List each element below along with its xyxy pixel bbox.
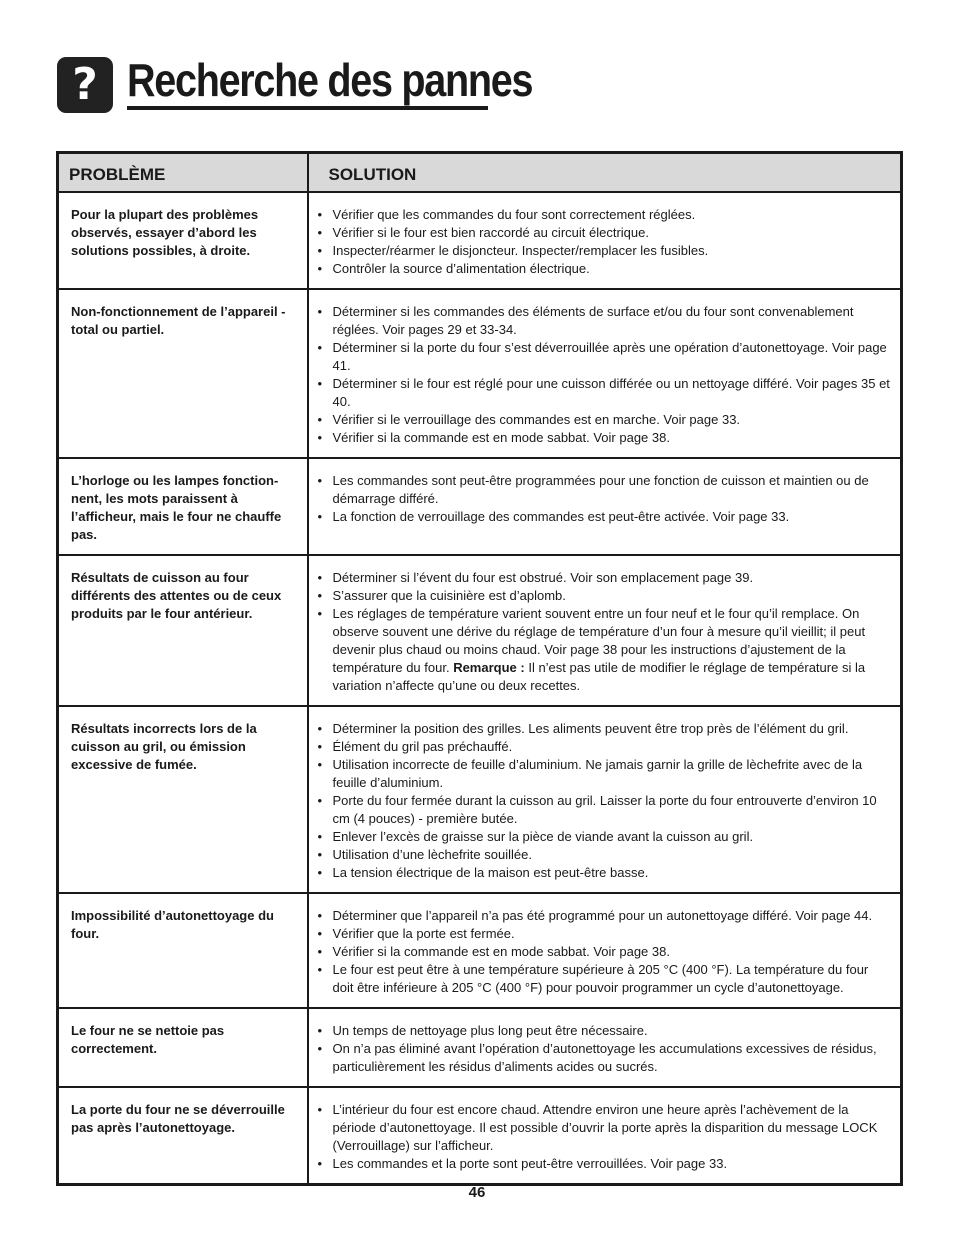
solution-item: • Vérifier que la porte est fermée.: [315, 925, 893, 943]
solution-item: • Déterminer si la porte du four s’est déverrouillée après une opération d’autonettoyage. Voir page 41.: [315, 339, 893, 375]
solution-item: • Les commandes et la porte sont peut-être verrouillées. Voir page 33.: [315, 1155, 893, 1173]
table-row: [58, 1008, 902, 1087]
solution-item: • L’intérieur du four est encore chaud. Attendre environ une heure après l’achèvement de la période d’autonettoyage. Il est possible d’ouvrir la porte après la disparition du message LOCK (Verrouillage) sur l’afficheur.: [315, 1101, 893, 1155]
solution-item: • Déterminer si les commandes des éléments de surface et/ou du four sont convenablement réglées. Voir pages 29 et 33-34.: [315, 303, 893, 339]
solution-item: • Déterminer que l’appareil n’a pas été programmé pour un autonettoyage différé. Voir page 44.: [315, 907, 893, 925]
solution-cell: [308, 289, 902, 458]
table-row: [58, 458, 902, 555]
problem-cell: La porte du four ne se déverrouille pas après l’autonettoyage.: [71, 1102, 285, 1135]
table-header-row: [58, 153, 902, 193]
solution-item: • La fonction de verrouillage des commandes est peut-être activée. Voir page 33.: [315, 508, 893, 526]
problem-cell: Impossibilité d’autonettoyage du four.: [58, 893, 308, 1008]
solution-item: • Élément du gril pas préchauffé.: [315, 738, 893, 756]
solution-cell: [308, 192, 902, 289]
solution-item: • Utilisation incorrecte de feuille d’aluminium. Ne jamais garnir la grille de lèchefrite avec de la feuille d’aluminium.: [315, 756, 893, 792]
solution-cell: [308, 555, 902, 706]
solution-item: • Contrôler la source d’alimentation électrique.: [315, 260, 893, 278]
table-row: [58, 555, 902, 706]
solution-cell: [308, 1008, 902, 1087]
solution-item: • Déterminer la position des grilles. Les aliments peuvent être trop près de l’élément du gril.: [315, 720, 893, 738]
table-row: [58, 192, 902, 289]
problem-cell: L’horloge ou les lampes fonction-nent, les mots paraissent à l’afficheur, mais le four ne chauffe pas.: [58, 458, 308, 555]
solution-item: • La tension électrique de la maison est peut-être basse.: [315, 864, 893, 882]
solution-item: • Enlever l’excès de graisse sur la pièce de viande avant la cuisson au gril.: [315, 828, 893, 846]
solution-item: • On n’a pas éliminé avant l’opération d’autonettoyage les accumulations excessives de résidus, particulièrement les résidus d’aliments acides ou sucrés.: [315, 1040, 893, 1076]
page-title: Recherche des pannes: [127, 54, 533, 106]
problem-cell: Résultats incorrects lors de la cuisson au gril, ou émission excessive de fumée.: [58, 706, 308, 893]
table-row: [58, 893, 902, 1008]
solution-item: • Le four est peut être à une température supérieure à 205 °C (400 °F). La température du four doit être inférieure à 205 °C (400 °F) pour pouvoir programmer un cycle d’autonettoyage.: [315, 961, 893, 997]
table-row: [58, 706, 902, 893]
solution-text: Les réglages de température varient souvent entre un four neuf et le four qu’il remplace. On observe souvent une dérive du réglage de température d’un four à mesure qu’il vieillit; il peut devenir plus chaud ou moins chaud. Voir page 38 pour les instructions d’ajustement de la température du four.: [332, 606, 866, 675]
table-row: [58, 1087, 902, 1185]
problem-cell: Non-fonctionnement de l’appareil - total ou partiel.: [58, 289, 308, 458]
solution-item: • Déterminer si l’évent du four est obstrué. Voir son emplacement page 39.: [315, 569, 893, 587]
problem-cell: Résultats de cuisson au four différents des attentes ou de ceux produits par le four antérieur.: [58, 555, 308, 706]
solution-item: [315, 605, 893, 695]
problem-cell: Le four ne se nettoie pas correctement.: [58, 1008, 308, 1087]
troubleshooting-table: [56, 151, 903, 1186]
solution-column-header: SOLUTION: [308, 153, 902, 193]
solution-item: • Vérifier si la commande est en mode sabbat. Voir page 38.: [315, 429, 893, 447]
solution-text: Il n’est pas utile de modifier le réglage de température si la variation n’affecte qu’une ou deux recettes.: [332, 660, 866, 693]
solution-item: • Déterminer si le four est réglé pour une cuisson différée ou un nettoyage différé. Voir pages 35 et 40.: [315, 375, 893, 411]
solution-item: • Les commandes sont peut-être programmées pour une fonction de cuisson et maintien ou de démarrage différé.: [315, 472, 893, 508]
remark-label: Remarque :: [453, 660, 525, 675]
solution-item: • Vérifier si le four est bien raccordé au circuit électrique.: [315, 224, 893, 242]
solution-item: • Vérifier si le verrouillage des commandes est en marche. Voir page 33.: [315, 411, 893, 429]
question-icon: ?: [57, 57, 113, 113]
solution-item: • Vérifier si la commande est en mode sabbat. Voir page 38.: [315, 943, 893, 961]
solution-cell: [308, 458, 902, 555]
solution-item: • S’assurer que la cuisinière est d’aplomb.: [315, 587, 893, 605]
solution-cell: [308, 706, 902, 893]
problem-column-header: PROBLÈME: [58, 153, 308, 193]
title-underline: [127, 106, 488, 110]
solution-item: • Un temps de nettoyage plus long peut être nécessaire.: [315, 1022, 893, 1040]
solution-item: • Inspecter/réarmer le disjoncteur. Inspecter/remplacer les fusibles.: [315, 242, 893, 260]
solution-item: • Porte du four fermée durant la cuisson au gril. Laisser la porte du four entrouverte d’environ 10 cm (4 pouces) - première butée.: [315, 792, 893, 828]
table-row: [58, 289, 902, 458]
solution-item: • Utilisation d’une lèchefrite souillée.: [315, 846, 893, 864]
page-number: 46: [468, 1184, 486, 1201]
solution-cell: [308, 893, 902, 1008]
solution-item: • Vérifier que les commandes du four sont correctement réglées.: [315, 206, 893, 224]
solution-cell: [308, 1087, 902, 1185]
problem-cell: Pour la plupart des problèmes observés, essayer d’abord les solutions possibles, à droite.: [58, 192, 308, 289]
